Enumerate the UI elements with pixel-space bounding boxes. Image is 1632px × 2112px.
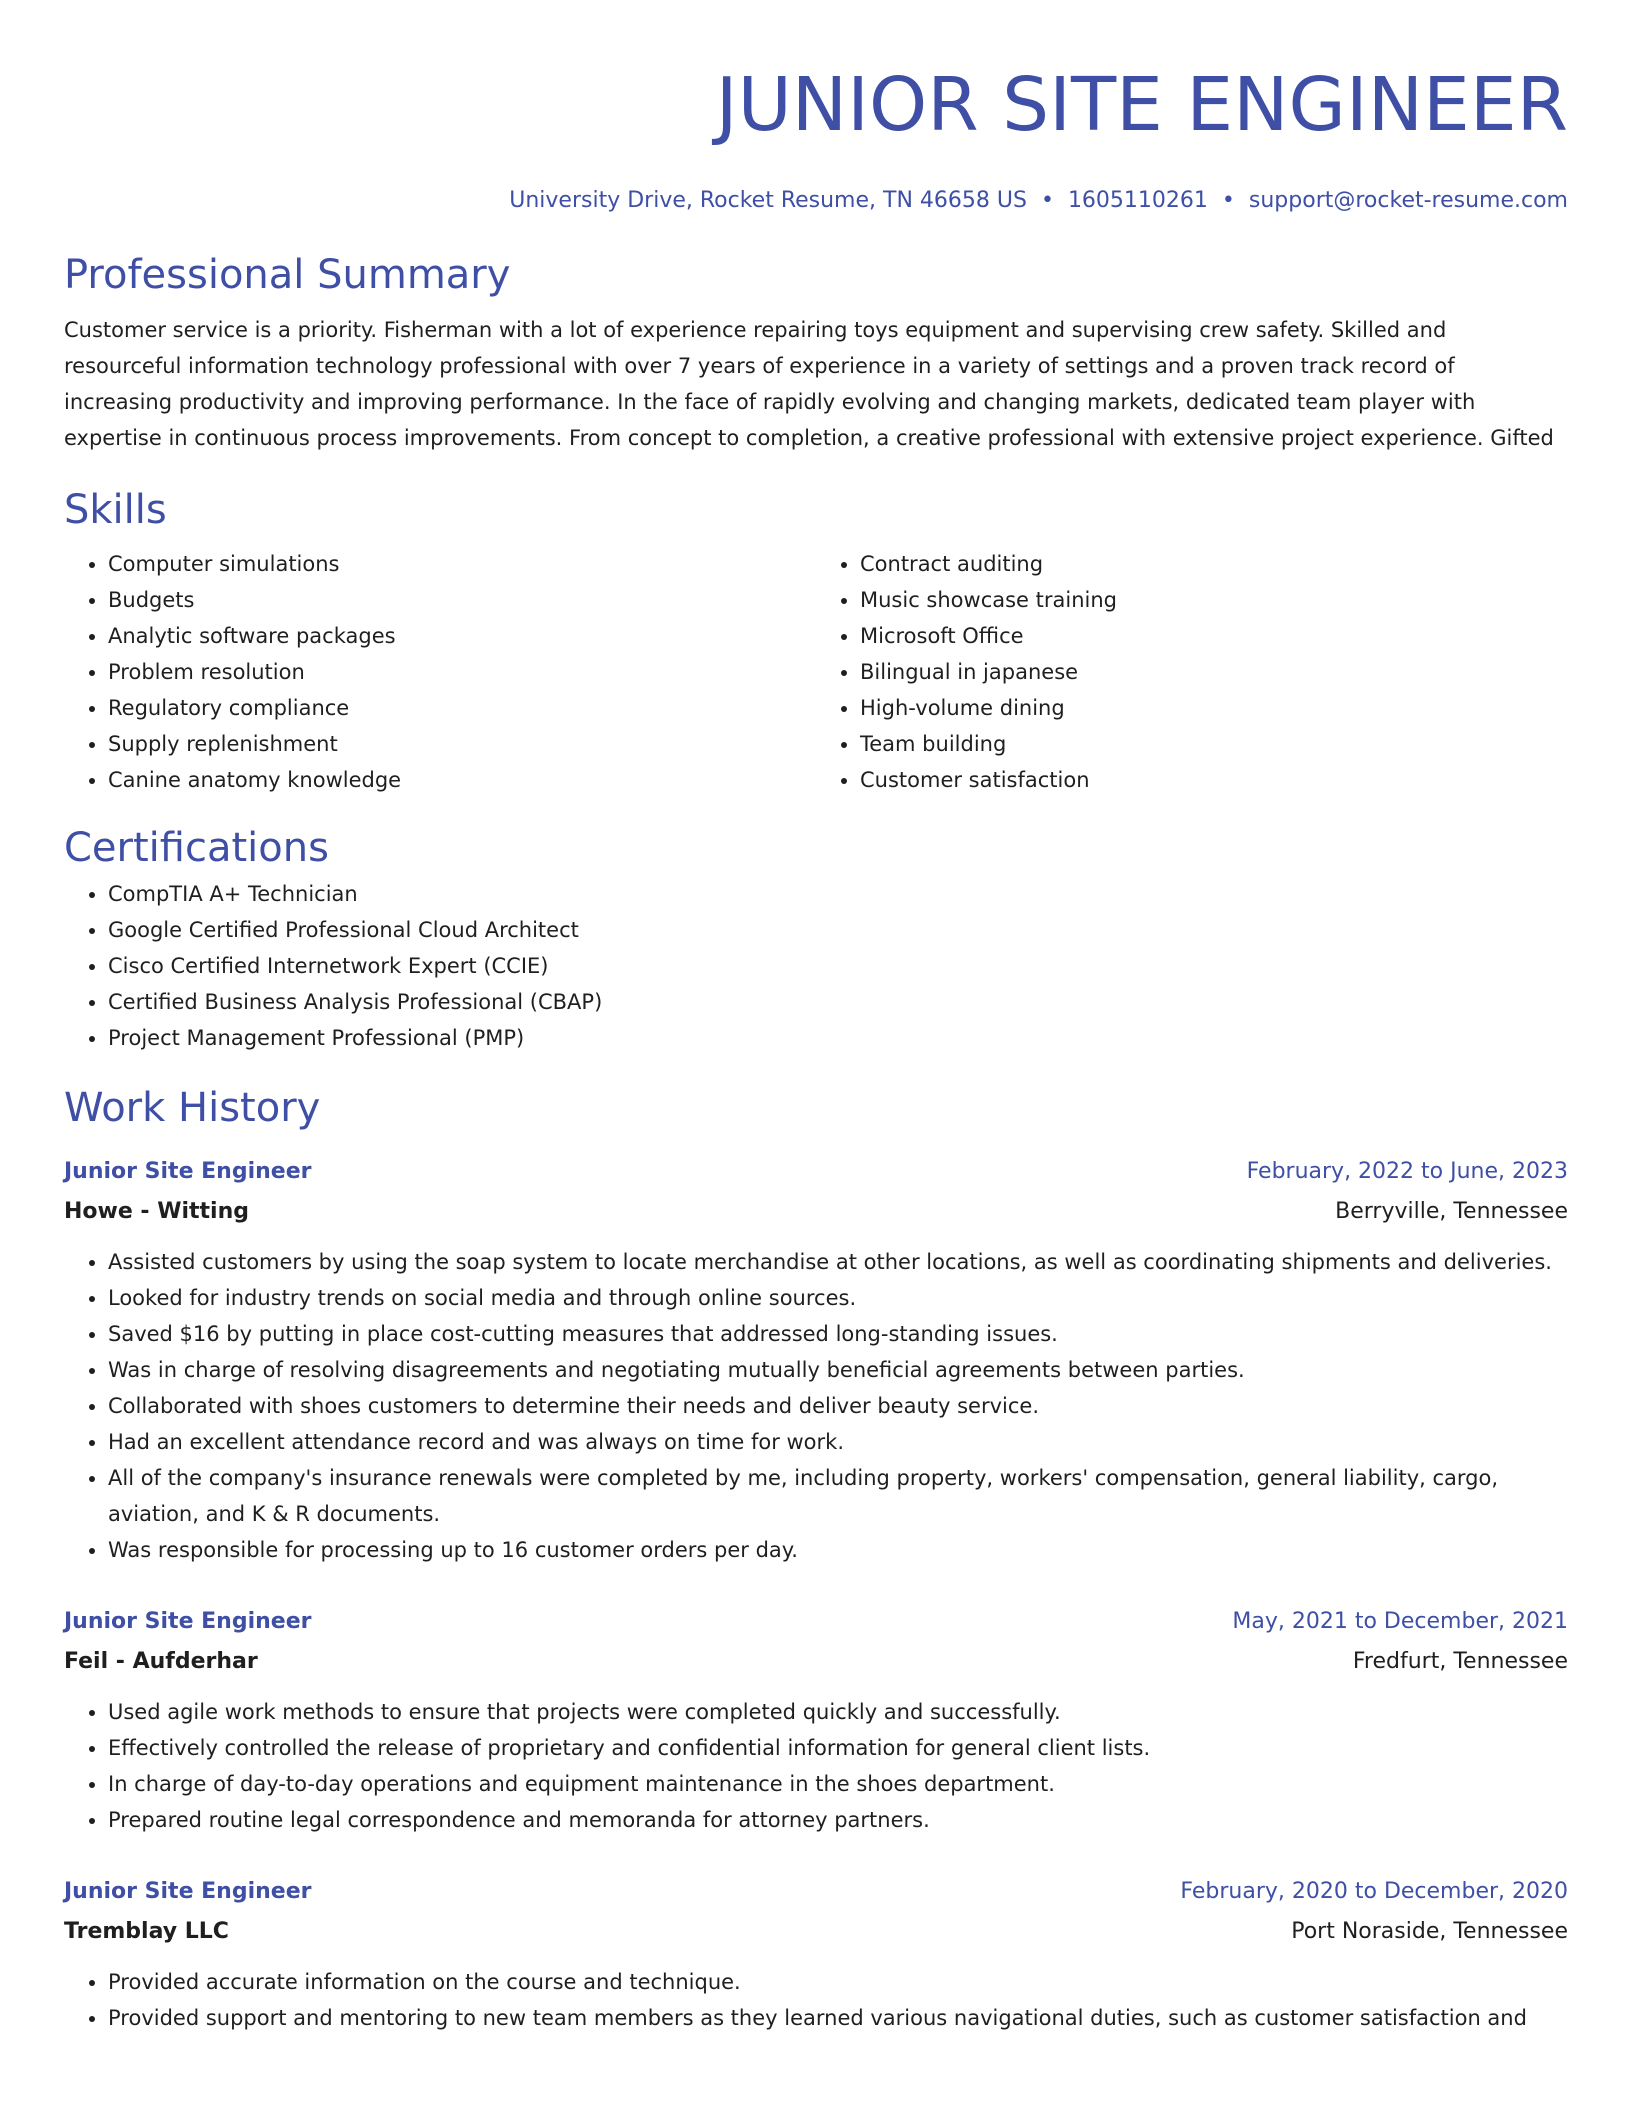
job-company-row <box>64 1192 1568 1232</box>
job-location: Port Noraside, Tennessee <box>1291 1919 1568 1944</box>
certification-item: • CompTIA A+ Technician <box>108 876 1568 912</box>
job-bullet: • Looked for industry trends on social media and through online sources. <box>108 1280 1568 1316</box>
job-bullet: • Used agile work methods to ensure that projects were completed quickly and successfully. <box>108 1694 1568 1730</box>
job-bullet: • Saved $16 by putting in place cost-cutting measures that addressed long-standing issues. <box>108 1316 1568 1352</box>
skill-item: • Analytic software packages <box>108 618 816 654</box>
job-dates: May, 2021 to December, 2021 <box>1232 1609 1568 1634</box>
job-header-row <box>64 1602 1568 1642</box>
job-company-row <box>64 1642 1568 1682</box>
job-bullet: • All of the company's insurance renewals were completed by me, including property, workers' compensation, general liability, cargo, aviation, and K & R documents. <box>108 1460 1568 1532</box>
job-header-row <box>64 1872 1568 1912</box>
skill-item: • Bilingual in japanese <box>860 654 1568 690</box>
job-bullets <box>64 1964 1568 2036</box>
contact-email[interactable]: support@rocket-resume.com <box>1248 188 1568 213</box>
job-bullets <box>64 1694 1568 1838</box>
job-bullet: • Was in charge of resolving disagreements and negotiating mutually beneficial agreements between parties. <box>108 1352 1568 1388</box>
section-title-certifications: Certifications <box>64 825 329 871</box>
job-bullet: • Collaborated with shoes customers to determine their needs and deliver beauty service. <box>108 1388 1568 1424</box>
skill-item: • Team building <box>860 726 1568 762</box>
job-title: Junior Site Engineer <box>64 1879 312 1904</box>
section-title-skills: Skills <box>64 487 167 533</box>
contact-line <box>64 185 1568 217</box>
contact-separator: • <box>1040 188 1054 213</box>
job-title: Junior Site Engineer <box>64 1159 312 1184</box>
job-entry <box>64 1602 1568 1838</box>
skill-item: • Budgets <box>108 582 816 618</box>
job-bullet: • Provided accurate information on the course and technique. <box>108 1964 1568 2000</box>
job-dates: February, 2020 to December, 2020 <box>1180 1879 1568 1904</box>
skill-item: • Regulatory compliance <box>108 690 816 726</box>
skill-item: • Microsoft Office <box>860 618 1568 654</box>
skill-item: • Problem resolution <box>108 654 816 690</box>
job-company: Howe - Witting <box>64 1199 250 1224</box>
summary-text: Customer service is a priority. Fisherman with a lot of experience repairing toys equipment and supervising crew safety. Skilled and resourceful information technology professional with over 7 years of experience in a variety of settings and a proven track record of increasing productivity and improving performance. In the face of rapidly evolving and changing markets, dedicated team player with expertise in continuous process improvements. From concept to completion, a creative professional with extensive project experience. Gifted <box>64 318 1554 450</box>
job-location: Fredfurt, Tennessee <box>1352 1649 1568 1674</box>
job-entry <box>64 1152 1568 1568</box>
job-bullet: • Was responsible for processing up to 16 customer orders per day. <box>108 1532 1568 1568</box>
job-bullet: • Had an excellent attendance record and was always on time for work. <box>108 1424 1568 1460</box>
skills-list-right <box>816 546 1568 798</box>
skill-item: • Canine anatomy knowledge <box>108 762 816 798</box>
contact-separator: • <box>1221 188 1235 213</box>
certification-item: • Certified Business Analysis Professional (CBAP) <box>108 984 1568 1020</box>
job-bullet: • Assisted customers by using the soap system to locate merchandise at other locations, as well as coordinating shipments and deliveries. <box>108 1244 1568 1280</box>
skills-grid <box>64 546 1568 798</box>
certification-item: • Project Management Professional (PMP) <box>108 1020 1568 1056</box>
section-title-work-history: Work History <box>64 1085 321 1131</box>
job-company: Tremblay LLC <box>64 1919 229 1944</box>
skill-item: • Contract auditing <box>860 546 1568 582</box>
job-location: Berryville, Tennessee <box>1335 1199 1568 1224</box>
resume-name: JUNIOR SITE ENGINEER <box>715 62 1568 148</box>
contact-address: University Drive, Rocket Resume, TN 46658 US <box>509 188 1027 213</box>
job-bullet: • Provided support and mentoring to new team members as they learned various navigational duties, such as customer satisfaction and <box>108 2000 1568 2036</box>
skill-item: • Supply replenishment <box>108 726 816 762</box>
certifications-list <box>64 876 1568 1056</box>
certification-item: • Google Certified Professional Cloud Architect <box>108 912 1568 948</box>
section-title-summary: Professional Summary <box>64 252 511 298</box>
job-bullet: • Effectively controlled the release of proprietary and confidential information for general client lists. <box>108 1730 1568 1766</box>
skill-item: • Customer satisfaction <box>860 762 1568 798</box>
job-title: Junior Site Engineer <box>64 1609 312 1634</box>
skills-list-left <box>64 546 816 798</box>
skill-item: • Music showcase training <box>860 582 1568 618</box>
job-bullet: • Prepared routine legal correspondence and memoranda for attorney partners. <box>108 1802 1568 1838</box>
contact-phone: 1605110261 <box>1067 188 1208 213</box>
job-bullets <box>64 1244 1568 1568</box>
certification-item: • Cisco Certified Internetwork Expert (CCIE) <box>108 948 1568 984</box>
skill-item: • Computer simulations <box>108 546 816 582</box>
job-entry <box>64 1872 1568 2036</box>
job-company: Feil - Aufderhar <box>64 1649 258 1674</box>
job-bullet: • In charge of day-to-day operations and equipment maintenance in the shoes department. <box>108 1766 1568 1802</box>
job-dates: February, 2022 to June, 2023 <box>1246 1159 1568 1184</box>
job-company-row <box>64 1912 1568 1952</box>
skill-item: • High-volume dining <box>860 690 1568 726</box>
job-header-row <box>64 1152 1568 1192</box>
